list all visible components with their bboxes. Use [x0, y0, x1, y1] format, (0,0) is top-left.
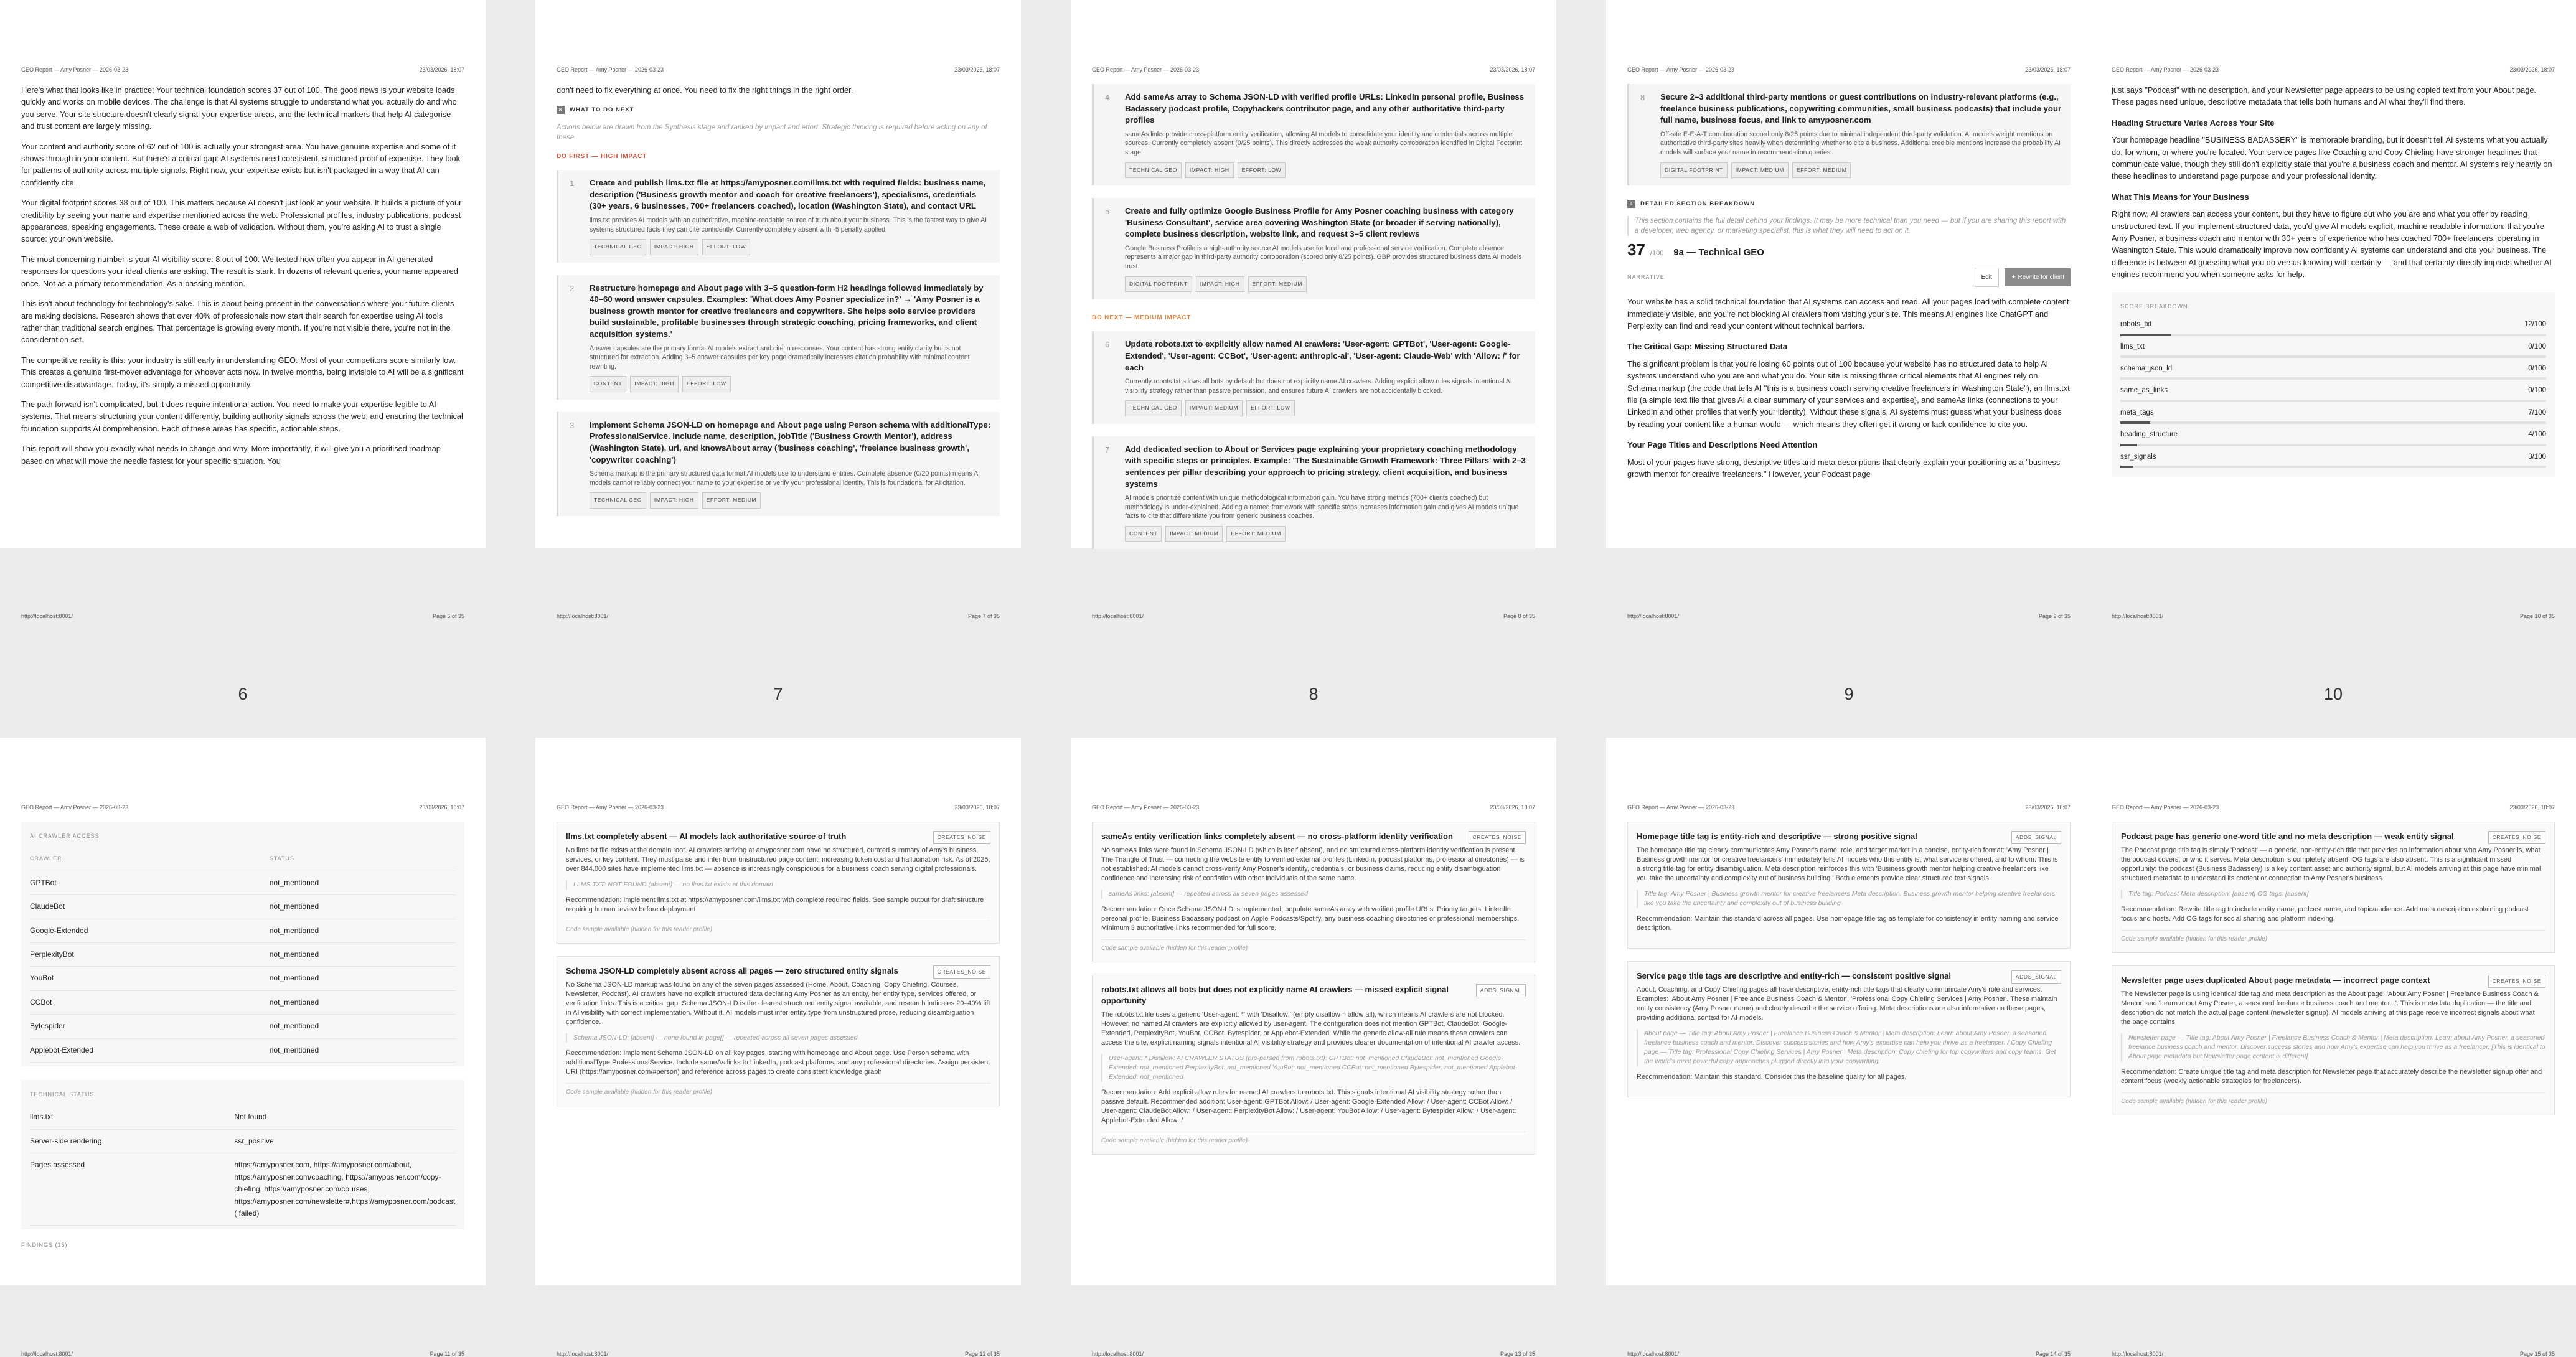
- table-row: [30, 1129, 456, 1153]
- table-row: [30, 990, 456, 1014]
- action-tags: [1125, 276, 1526, 292]
- subheading: Your Page Titles and Descriptions Need Attention: [1627, 440, 1818, 450]
- rewrite-for-client-button[interactable]: ✦ Rewrite for client: [2005, 268, 2071, 286]
- paragraph: Here's what that looks like in practice: Your technical foundation scores 37 out of 100. The good news is your website loads quickly and works on mobile devices. The challenge is that AI systems struggle to understand what you actually do and who you serve. Your site structure doesn't clearly signal your expertise areas, and the technical markers that help AI categorise and trust content are largely missing.: [21, 85, 457, 131]
- report-page-10: [2090, 0, 2576, 619]
- report-page-14: [1606, 738, 2092, 1357]
- score-item: [2120, 319, 2546, 336]
- paragraph: Most of your pages have strong, descriptive titles and meta descriptions that clearly explain your positioning as a "business growth mentor for creative freelancers." However, your Podcast page: [1627, 457, 2061, 479]
- finding-badge: CREATES_NOISE: [1469, 831, 1526, 844]
- action-number: 5: [1105, 206, 1110, 216]
- action-card: [1092, 331, 1535, 423]
- score-value: 0/100: [2528, 342, 2546, 350]
- subheading: What This Means for Your Business: [2112, 192, 2249, 202]
- page-footer: http://localhost:8001/ Page 8 of 35: [1092, 613, 1535, 619]
- tag: IMPACT: HIGH: [650, 239, 698, 255]
- paragraph: The most concerning number is your AI visibility score: 8 out of 100. We tested how often you appear in AI-generated responses for questions your ideal clients are asking. The result is stark. In dozens of relevant queries, your name appeared once. Not as a primary recommendation. As a passing mention.: [21, 254, 458, 288]
- action-tags: [590, 376, 991, 392]
- page-footer: http://localhost:8001/ Page 14 of 35: [1627, 1351, 2071, 1357]
- finding-card: [557, 822, 1000, 944]
- page-body: [1092, 822, 1535, 1167]
- page-footer: http://localhost:8001/ Page 9 of 35: [1627, 613, 2071, 619]
- page-header: GEO Report — Amy Posner — 2026-03-23 23/03/2026, 18:07: [1092, 67, 1535, 73]
- score-row: [2120, 341, 2546, 353]
- score-item: [2120, 385, 2546, 401]
- score-row: [2120, 319, 2546, 331]
- crawler-name: ClaudeBot: [30, 895, 270, 919]
- page-footer: http://localhost:8001/ Page 10 of 35: [2112, 613, 2555, 619]
- crawler-name: GPTBot: [30, 871, 270, 894]
- finding-recommendation: Recommendation: Create unique title tag and meta description for Newsletter page that accurately describe the newsletter signup offer and content focus (weekly actionable strategies for freelancers).: [2121, 1068, 2542, 1085]
- report-page-15: [2090, 738, 2576, 1357]
- crawler-access-panel: [21, 822, 464, 1066]
- score-row: [2120, 451, 2546, 463]
- column-header: CRAWLER: [30, 847, 270, 871]
- tag: EFFORT: LOW: [1246, 400, 1295, 416]
- tag: EFFORT: MEDIUM: [1792, 162, 1851, 178]
- action-card: [1092, 84, 1535, 185]
- finding-title: sameAs entity verification links completely absent — no cross-platform identity verification: [1101, 832, 1453, 841]
- action-description: Off-site E-E-A-T corroboration scored only 8/25 points due to minimal independent third-party validation. AI models weight mentions on authoritative third-party sites heavily when determining whether to cite a business. Additional credible mentions increase the probability AI models will surface your name in recommendation queries.: [1660, 130, 2061, 156]
- finding-recommendation: Recommendation: Implement llms.txt at https://amyposner.com/llms.txt with complete required fields. See sample output for draft structure requiring human review before deployment.: [566, 896, 984, 913]
- finding-body: The Newsletter page is using identical title tag and meta description as the About page: 'About Amy Posner | Freelance Business Coach & Mentor' and 'Learn about Amy Posner, a seasoned freelance business coach and mentor...'. This is metadata duplication — the title and description do not match the actual page content (newsletter signup). AI models arriving at this page receive incorrect signals about what the page contains.: [2121, 990, 2539, 1026]
- page-footer: http://localhost:8001/ Page 7 of 35: [557, 613, 1000, 619]
- priority-label: DO NEXT — MEDIUM IMPACT: [1092, 314, 1192, 321]
- paragraph: The significant problem is that you're losing 60 points out of 100 because your website has no structured data to help AI systems understand who you are and what you do. Your site is missing three critical elements that AI engines rely on. Schema markup (the code that tells AI "this is a business coach serving creative freelancers in Washington State"), an llms.txt file (a simple text file that gives AI a clear summary of your services and expertise), and sameAs links (connections to your LinkedIn and other profiles that verify your identity). Without these signals, AI systems must guess what your business does by reading your content like a human would — which means they often get it wrong or lack confidence to cite you.: [1627, 359, 2070, 429]
- tag: IMPACT: HIGH: [1185, 162, 1234, 178]
- section-heading: 9 DETAILED SECTION BREAKDOWN: [1627, 198, 2071, 210]
- score-name: meta_tags: [2120, 408, 2154, 416]
- page-number: 9: [1844, 685, 1854, 703]
- table-row: [30, 1106, 456, 1129]
- tag: TECHNICAL GEO: [590, 239, 646, 255]
- report-page-7: [535, 0, 1021, 619]
- action-title: Update robots.txt to explicitly allow named AI crawlers: 'User-agent: GPTBot', 'User-agent: Google-Extended', 'User-agent: CCBot', 'User-agent: anthropic-ai', 'User-agent: Claude-Web' with 'Allow: /' for each: [1125, 339, 1520, 372]
- finding-card: [1627, 822, 2071, 949]
- paragraph: Your digital footprint scores 38 out of 100. This matters because AI doesn't just look at your website. It builds a picture of your credibility by seeing your name and expertise mentioned across the web. Professional profiles, industry publications, podcast appearances, speaking engagements. These create a web of validation. Without them, you're asking AI to trust a single source: your own website.: [21, 198, 462, 244]
- score-bar: [2120, 400, 2546, 402]
- finding-body: No Schema JSON-LD markup was found on any of the seven pages assessed (Home, About, Coaching, Copy Chiefing, Courses, Newsletter, Podcast). AI crawlers have no explicit structured data declaring Amy Posner as an entity, her entity type, services offered, or verification links. This is a critical gap: Schema JSON-LD is the clearest structured entity signal available, and research indicates 20–40% lift in AI visibility with correct implementation. Without it, AI models must infer entity type from unstructured prose, reducing disambiguation confidence.: [566, 981, 990, 1026]
- finding-evidence: LLMS.TXT: NOT FOUND (absent) — no llms.txt exists at this domain: [566, 880, 990, 890]
- score-value: 37: [1627, 240, 1645, 260]
- finding-recommendation: Recommendation: Maintain this standard across all pages. Use homepage title tag as template for consistency in entity naming and service description.: [1637, 915, 2059, 932]
- finding-badge: CREATES_NOISE: [933, 831, 991, 844]
- action-title: Restructure homepage and About page with 3–5 question-form H2 headings followed immediately by 40–60 word answer capsules. Examples: 'What does Amy Posner specialize in?' → 'Amy Posner is a business growth mentor for creative freelancers and copywriters. She helps solo service providers build sustainable, profitable businesses through strategic coaching, pricing frameworks, and client acquisition systems.': [590, 283, 984, 339]
- score-value: 0/100: [2528, 364, 2546, 372]
- code-sample-note[interactable]: Code sample available (hidden for this reader profile): [2121, 930, 2545, 944]
- score-rows: [2120, 319, 2546, 468]
- crawler-name: PerplexityBot: [30, 943, 270, 967]
- finding-body: The homepage title tag clearly communicates Amy Posner's name, role, and target market in a concise, entity-rich format: 'Amy Posner | Business growth mentor for creative freelancers' immediately tells AI models who this entity is, what service is offered, and to whom. This is a strong title tag for entity disambiguation. Meta description reinforces this with 'Business growth mentor helping creative freelancers like you take the uncertainty and complexity out of business building.' Both elements provide clear structured text signals.: [1637, 847, 2058, 882]
- page-body: [21, 822, 464, 1252]
- finding-evidence: Title tag: Podcast Meta description: [absent] OG tags: [absent]: [2121, 890, 2545, 899]
- score-bar: [2120, 355, 2546, 358]
- page-header: GEO Report — Amy Posner — 2026-03-23 23/03/2026, 18:07: [1627, 67, 2071, 73]
- tag: CONTENT: [1125, 526, 1162, 542]
- action-title: Create and fully optimize Google Business Profile for Amy Posner coaching business with category 'Business Consultant', service area covering Washington State (or broader if serving nationally), complete business description, website link, and request 3–5 client reviews: [1125, 205, 1514, 239]
- tag: EFFORT: LOW: [702, 239, 751, 255]
- narrative-bar: [1627, 268, 2071, 287]
- page-header: GEO Report — Amy Posner — 2026-03-23 23/03/2026, 18:07: [557, 67, 1000, 73]
- code-sample-note[interactable]: Code sample available (hidden for this reader profile): [566, 921, 990, 934]
- finding-body: No llms.txt file exists at the domain root. AI crawlers arriving at amyposner.com have no structured, curated summary of Amy's business, services, or key content. They must parse and infer from unstructured page content, increasing token cost and hallucination risk. As of 2025, over 844,000 sites have implemented llms.txt — absence is increasingly conspicuous for a business coach serving digital professionals.: [566, 847, 990, 873]
- finding-title: llms.txt completely absent — AI models lack authoritative source of truth: [566, 832, 847, 841]
- tag: DIGITAL FOOTPRINT: [1660, 162, 1728, 178]
- score-max: /100: [1650, 250, 1664, 258]
- finding-badge: CREATES_NOISE: [2488, 975, 2546, 988]
- page-header: GEO Report — Amy Posner — 2026-03-23 23/03/2026, 18:07: [557, 804, 1000, 810]
- crawler-status: not_mentioned: [270, 1038, 456, 1062]
- code-sample-note[interactable]: Code sample available (hidden for this reader profile): [1101, 939, 1526, 953]
- finding-badge: CREATES_NOISE: [933, 965, 991, 979]
- action-title: Add dedicated section to About or Services page explaining your proprietary coaching methodology with specific steps or principles. Example: 'The Sustainable Growth Framework: Three Pillars' with 2–3 sentences per pillar describing your approach to pricing strategy, client acquisition, and business systems: [1125, 444, 1526, 489]
- report-page-11: [0, 738, 486, 1357]
- finding-badge: ADDS_SIGNAL: [2011, 970, 2061, 984]
- score-bar-fill: [2120, 444, 2137, 446]
- finding-recommendation: Recommendation: Implement Schema JSON-LD on all key pages, starting with homepage and About page. Use Person schema with additionalType ProfessionalService. Include sameAs links to LinkedIn, podcast platforms, and any professional directories. Assign persistent URI (https://amyposner.com/#person) and reference across pages to create consistent knowledge graph: [566, 1049, 990, 1076]
- action-description: Schema markup is the primary structured data format AI models use to understand entities. Complete absence (0/20 points) means AI models cannot reliably connect your name to your expertise or verify your professional identity. This is foundational for AI citation.: [590, 470, 980, 487]
- section-score: [1627, 240, 2071, 260]
- table-row: [30, 871, 456, 894]
- technical-status-label: TECHNICAL STATUS: [30, 1091, 95, 1098]
- score-row: [2120, 385, 2546, 397]
- score-row: [2120, 407, 2546, 419]
- edit-button[interactable]: Edit: [1975, 268, 1999, 287]
- score-item: [2120, 429, 2546, 446]
- table-row: [30, 919, 456, 942]
- page-body: [1627, 822, 2071, 1110]
- score-bar-fill: [2120, 466, 2133, 468]
- paragraph: This isn't about technology for technology's sake. This is about being present in the conversations where your future clients are making decisions. Research shows that over 40% of professionals now start their search for expertise using AI tools rather than traditional search engines. That percentage is growing every month. If you're not visible there, you're not in the consideration set.: [21, 299, 454, 345]
- status-key: Server-side rendering: [30, 1129, 234, 1153]
- finding-evidence: Schema JSON-LD: [absent] — none found in page[] — repeated across all seven pages assessed: [566, 1033, 990, 1043]
- tag: EFFORT: LOW: [682, 376, 731, 392]
- action-description: AI models prioritize content with unique methodological information gain. You have strong metrics (700+ clients coached) but methodology is under-explained. Adding a named framework with specific steps increases information gain and gives AI models unique facts to cite that differentiate you from generic business coaches.: [1125, 494, 1519, 520]
- action-title: Implement Schema JSON-LD on homepage and About page using Person schema with additionalType: ProfessionalService. Include name, description, jobTitle ('Business Growth Mentor'), address (Washington State), url, and knowsAbout array ('business coaching', 'freelance business growth', 'copywriter coaching'): [590, 420, 991, 464]
- finding-title: Homepage title tag is entity-rich and descriptive — strong positive signal: [1637, 832, 1917, 841]
- finding-card: [1092, 975, 1535, 1155]
- finding-badge: ADDS_SIGNAL: [2011, 831, 2061, 844]
- status-key: llms.txt: [30, 1106, 234, 1129]
- code-sample-note[interactable]: Code sample available (hidden for this reader profile): [2121, 1092, 2545, 1106]
- score-name: schema_json_ld: [2120, 364, 2173, 372]
- tag: IMPACT: HIGH: [1196, 276, 1244, 292]
- tag: CONTENT: [590, 376, 626, 392]
- page-number: 10: [2323, 685, 2343, 703]
- page-number: 6: [238, 685, 248, 703]
- page-footer: http://localhost:8001/ Page 13 of 35: [1092, 1351, 1535, 1357]
- finding-badge: CREATES_NOISE: [2488, 831, 2546, 844]
- score-value: 3/100: [2528, 453, 2546, 461]
- finding-recommendation: Recommendation: Once Schema JSON-LD is implemented, populate sameAs array with verified profile URLs. Priority targets: LinkedIn personal profile, Business Badassery podcast on Apple Podcasts/Spotify, any business coaching directories or professional memberships. Minimum 3 authoritative links recommended for full score.: [1101, 906, 1520, 932]
- action-tags: [590, 492, 991, 508]
- report-page-12: [535, 738, 1021, 1357]
- finding-card: [2112, 822, 2555, 953]
- score-bar: [2120, 377, 2546, 380]
- tag: DIGITAL FOOTPRINT: [1125, 276, 1192, 292]
- paragraph: just says "Podcast" with no description, and your Newsletter page appears to be using copied text from your About page. These pages need unique, descriptive metadata that tells both humans and AI what they'll find there.: [2112, 85, 2537, 107]
- score-item: [2120, 451, 2546, 468]
- finding-recommendation: Recommendation: Rewrite title tag to include entity name, podcast name, and topic/audience. Add meta description explaining podcast focus and hosts. Add OG tags for social sharing and platform indexing.: [2121, 906, 2529, 923]
- score-value: 12/100: [2524, 321, 2546, 329]
- page-header: GEO Report — Amy Posner — 2026-03-23 23/03/2026, 18:07: [1092, 804, 1535, 810]
- tag: TECHNICAL GEO: [1125, 162, 1182, 178]
- finding-body: The Podcast page title tag is simply 'Podcast' — a generic, non-entity-rich title that provides no information about who Amy Posner is, what the podcast covers, or who it serves. Meta description is completely absent. OG tags are also absent. This is a significant missed opportunity: the podcast (Business Badassery) is a key content asset and authority signal, but AI models arriving at this page have minimal structured metadata to understand its content or connection to Amy Posner's business.: [2121, 847, 2541, 882]
- crawler-access-label: AI CRAWLER ACCESS: [30, 833, 100, 839]
- finding-title: Schema JSON-LD completely absent across all pages — zero structured entity signals: [566, 966, 898, 975]
- action-number: 8: [1640, 93, 1645, 102]
- action-tags: [1125, 400, 1526, 416]
- finding-body: No sameAs links were found in Schema JSON-LD (which is itself absent), and no structured cross-platform identity verification is present. The Triangle of Trust — connecting the website entity to verified external profiles (LinkedIn, podcast platforms, professional directories) — is not established. AI models cannot cross-verify Amy Posner's identity, credentials, or business claims, reducing entity disambiguation confidence and increasing risk of conflation with other individuals of the same name.: [1101, 847, 1525, 882]
- table-row: [30, 1038, 456, 1062]
- paragraph: This report will show you exactly what needs to change and why. More importantly, it will give you a prioritised roadmap based on what will move the needle fastest for your specific situation. You: [21, 444, 441, 466]
- section-heading: 8 WHAT TO DO NEXT: [557, 104, 1000, 116]
- tag: TECHNICAL GEO: [590, 492, 646, 508]
- action-title: Add sameAs array to Schema JSON-LD with verified profile URLs: LinkedIn personal profile, Business Badassery podcast profile, Copyhackers contributor page, and any other authoritative third-party profiles: [1125, 92, 1525, 125]
- action-number: 7: [1105, 444, 1110, 454]
- action-number: 6: [1105, 340, 1110, 350]
- action-number: 3: [570, 420, 575, 430]
- action-description: llms.txt provides AI models with an authoritative, machine-readable source of truth about your business. This is the fastest way to give AI systems structured facts they can cite confidently. Currently completely absent with -5 penalty applied.: [590, 217, 987, 233]
- page-body: [1627, 84, 2071, 488]
- action-tags: [1125, 526, 1526, 542]
- action-card: [557, 412, 1000, 516]
- finding-recommendation: Recommendation: Add explicit allow rules for named AI crawlers to robots.txt. This signals intentional AI visibility strategy rather than passive default. Recommended addition: User-agent: GPTBot Allow: / User-agent: Google-Extended Allow: / User-agent: CCBot Allow: / User-agent: ClaudeBot Allow: / User-agent: PerplexityBot Allow: / User-agent: YouBot Allow: / User-agent: Bytespider Allow: / User-agent: Applebot-Extended Allow: /: [1101, 1089, 1516, 1124]
- table-row: [30, 1153, 456, 1226]
- page-footer: http://localhost:8001/ Page 5 of 35: [21, 613, 464, 619]
- score-name: robots_txt: [2120, 321, 2152, 329]
- finding-evidence: sameAs links: [absent] — repeated across all seven pages assessed: [1101, 890, 1526, 899]
- crawler-table: [30, 847, 456, 1063]
- action-card: [1092, 198, 1535, 299]
- page-number: 7: [773, 685, 783, 703]
- page-footer: http://localhost:8001/ Page 11 of 35: [21, 1351, 464, 1357]
- paragraph: Your website has a solid technical foundation that AI systems can access and read. All your pages load with complete content immediately visible, and you're not blocking AI crawlers from visiting your site. This means AI engines like ChatGPT and Perplexity can find and read your content without technical barriers.: [1627, 297, 2069, 331]
- action-description: Currently robots.txt allows all bots by default but does not explicitly name AI crawlers. Adding explicit allow rules signals intentional AI visibility strategy rather than passive permission, and ensures future AI crawlers are not accidentally blocked.: [1125, 378, 1512, 395]
- paragraph: don't need to fix everything at once. You need to fix the right things in the right order.: [557, 85, 853, 95]
- finding-recommendation: Recommendation: Maintain this standard. Consider this the baseline quality for all pages.: [1637, 1073, 1907, 1081]
- score-breakdown-label: SCORE BREAKDOWN: [2120, 303, 2188, 309]
- score-item: [2120, 363, 2546, 380]
- finding-title: robots.txt allows all bots but does not explicitly name AI crawlers — missed explicit signal opportunity: [1101, 985, 1449, 1005]
- section-name: 9a — Technical GEO: [1673, 247, 1764, 258]
- crawler-name: Google-Extended: [30, 919, 270, 942]
- score-bar: [2120, 466, 2546, 468]
- code-sample-note[interactable]: Code sample available (hidden for this reader profile): [566, 1083, 990, 1097]
- score-value: 7/100: [2528, 408, 2546, 416]
- action-number: 2: [570, 283, 575, 293]
- action-description: Google Business Profile is a high-authority source AI models use for local and professional service verification. Complete absence represents a major gap in third-party authority corroboration (scored only 8/25 points). GBP provides structured business data AI models trust.: [1125, 244, 1522, 270]
- score-bar: [2120, 421, 2546, 424]
- action-card: [1092, 436, 1535, 550]
- action-title: Secure 2–3 additional third-party mentions or guest contributions on industry-relevant platforms (e.g., freelance business publications, copywriting communities, small business podcasts) that include your full name, business focus, and link to amyposner.com: [1660, 92, 2062, 125]
- tag: IMPACT: HIGH: [630, 376, 679, 392]
- action-description: Answer capsules are the primary format AI models extract and cite in responses. Your content has strong entity clarity but is not structured for extraction. Adding 3–5 answer capsules per key page dramatically increases citation probability with minimal content rewriting.: [590, 344, 970, 370]
- crawler-status: not_mentioned: [270, 1015, 456, 1038]
- tag: EFFORT: MEDIUM: [702, 492, 761, 508]
- action-card: [557, 275, 1000, 400]
- score-row: [2120, 429, 2546, 441]
- page-body: [2112, 84, 2555, 477]
- score-name: ssr_signals: [2120, 453, 2156, 461]
- table-row: [30, 967, 456, 990]
- finding-evidence: About page — Title tag: About Amy Posner | Freelance Business Coach & Mentor | Meta description: Learn about Amy Posner, a seasoned freelance business coach and mentor. Discover success stories and how Amy's expertise can help you thrive as a freelancer. / Copy Chiefing page — Title tag: Professional Copy Chiefing Services | Amy Posner | Meta description: Copy chiefing for top copywriters and copy teams. Get the world's most powerful copy approaches plugged directly into your copywriting.: [1637, 1029, 2061, 1066]
- column-header: STATUS: [270, 847, 456, 871]
- priority-label: DO FIRST — HIGH IMPACT: [557, 153, 647, 160]
- page-body: [2112, 822, 2555, 1128]
- finding-title: Newsletter page uses duplicated About page metadata — incorrect page context: [2121, 975, 2430, 985]
- tag: EFFORT: MEDIUM: [1226, 526, 1286, 542]
- finding-evidence: User-agent: * Disallow: AI CRAWLER STATUS (pre-parsed from robots.txt): GPTBot: not_mentioned ClaudeBot: not_mentioned Google-Extended: not_mentioned PerplexityBot: not_mentioned YouBot: not_mentioned CCBot: not_mentioned Bytespider: not_mentioned Applebot-Extended: not_mentioned: [1101, 1054, 1526, 1082]
- table-row: [30, 943, 456, 967]
- crawler-status: not_mentioned: [270, 990, 456, 1014]
- page-header: GEO Report — Amy Posner — 2026-03-23 23/03/2026, 18:07: [21, 804, 464, 810]
- tag: IMPACT: MEDIUM: [1731, 162, 1789, 178]
- tag: IMPACT: MEDIUM: [1165, 526, 1223, 542]
- page-header: GEO Report — Amy Posner — 2026-03-23 23/03/2026, 18:07: [21, 67, 464, 73]
- technical-status-panel: [21, 1080, 464, 1229]
- narrative-label: NARRATIVE: [1627, 273, 1665, 280]
- page-number: 8: [1309, 685, 1319, 703]
- finding-body: The robots.txt file uses a generic 'User-agent: *' with 'Disallow:' (empty disallow = allow all), which means AI crawlers are not blocked. However, no named AI crawlers are explicitly allowed by user-agent. The configuration does not mention GPTBot, ClaudeBot, Google-Extended, PerplexityBot, YouBot, CCBot, Bytespider, or Applebot-Extended. While the generic allow-all rule means these crawlers can access the site, explicit naming signals intentional AI visibility strategy and provides clearer documentation of intentional AI crawler access.: [1101, 1011, 1521, 1046]
- score-value: 4/100: [2528, 431, 2546, 439]
- score-bar-fill: [2120, 334, 2171, 336]
- report-page-13: [1071, 738, 1556, 1357]
- status-value: Not found: [234, 1106, 456, 1129]
- score-value: 0/100: [2528, 387, 2546, 395]
- crawler-status: not_mentioned: [270, 967, 456, 990]
- crawler-status: not_mentioned: [270, 943, 456, 967]
- score-item: [2120, 407, 2546, 424]
- subheading: Heading Structure Varies Across Your Site: [2112, 118, 2275, 128]
- crawler-status: not_mentioned: [270, 895, 456, 919]
- finding-evidence: Newsletter page — Title tag: About Amy Posner | Freelance Business Coach & Mentor | Meta description: Learn about Amy Posner, a seasoned freelance business coach and mentor. Discover success stories and how Amy's expertise can help you thrive as a freelancer. [This is identical to About page metadata but Newsletter page content is different]: [2121, 1033, 2545, 1061]
- finding-card: [557, 956, 1000, 1106]
- report-page-6: [0, 0, 486, 619]
- page-body: [557, 84, 1000, 528]
- page-footer: http://localhost:8001/ Page 15 of 35: [2112, 1351, 2555, 1357]
- status-value: ssr_positive: [234, 1129, 456, 1153]
- crawler-status: not_mentioned: [270, 871, 456, 894]
- crawler-name: YouBot: [30, 967, 270, 990]
- score-name: same_as_links: [2120, 387, 2168, 395]
- findings-label: FINDINGS (15): [21, 1242, 68, 1249]
- score-name: heading_structure: [2120, 431, 2178, 439]
- page-header: GEO Report — Amy Posner — 2026-03-23 23/03/2026, 18:07: [1627, 804, 2071, 810]
- section-number-box: 8: [557, 106, 565, 114]
- page-footer: http://localhost:8001/ Page 12 of 35: [557, 1351, 1000, 1357]
- code-sample-note[interactable]: Code sample available (hidden for this reader profile): [1101, 1132, 1526, 1145]
- tag: TECHNICAL GEO: [1125, 400, 1182, 416]
- finding-title: Service page title tags are descriptive and entity-rich — consistent positive signal: [1637, 971, 1951, 980]
- status-value: https://amyposner.com, https://amyposner.com/about, https://amyposner.com/coaching, https://amyposner.com/copy-chiefing, https://amyposner.com/courses, https://amyposner.com/newsletter#,https://amyposner.com/podcast ( failed): [234, 1153, 456, 1226]
- crawler-status: not_mentioned: [270, 919, 456, 942]
- action-number: 4: [1105, 93, 1110, 102]
- score-breakdown: [2112, 292, 2555, 477]
- section-note: Actions below are drawn from the Synthesis stage and ranked by impact and effort. Strategic thinking is required before acting on any of these.: [557, 123, 987, 141]
- score-row: [2120, 363, 2546, 375]
- action-tags: [1125, 162, 1526, 178]
- page-body: [1092, 84, 1535, 561]
- finding-title: Podcast page has generic one-word title and no meta description — weak entity signal: [2121, 832, 2454, 841]
- status-key: Pages assessed: [30, 1153, 234, 1226]
- tag: EFFORT: LOW: [1238, 162, 1286, 178]
- finding-body: About, Coaching, and Copy Chiefing pages all have descriptive, entity-rich title tags that clearly communicate Amy's role and services. Examples: 'About Amy Posner | Freelance Business Coach & Mentor', 'Professional Copy Chiefing Services | Amy Posner'. These maintain entity consistency (Amy Posner name) and clearly describe the service offering. Meta descriptions are also informative on these pages, providing additional context for AI models.: [1637, 986, 2057, 1021]
- score-bar: [2120, 444, 2546, 446]
- paragraph: Your content and authority score of 62 out of 100 is actually your strongest area. You have genuine expertise and some of it shows through in your content. But there's a critical gap: AI systems need consistent, structured proof of expertise. They look for patterns of authority across multiple signals. Right now, your expertise exists but isn't packaged in a way that AI can confidently cite.: [21, 141, 460, 187]
- section-note: This section contains the full detail behind your findings. It may be more technical than you need — but if you are sharing this report with a developer, web agency, or marketing specialist, this is what they will need to act on it.: [1627, 216, 2071, 236]
- report-page-9: [1606, 0, 2092, 619]
- finding-card: [2112, 965, 2555, 1115]
- action-tags: [590, 239, 991, 255]
- action-number: 1: [570, 179, 575, 189]
- score-name: llms_txt: [2120, 342, 2145, 350]
- action-title: Create and publish llms.txt file at https://amyposner.com/llms.txt with required fields: business name, description ('Business growth mentor and coach for creative freelancers'), specialisms, credentials (30+ years, 6 businesses, 700+ freelancers coached), location (Washington State), and contact URL: [590, 178, 986, 211]
- paragraph: Your homepage headline "BUSINESS BADASSERY" is memorable branding, but it doesn't tell AI systems what you actually do, for whom, or where you're located. Your service pages like Coaching and Copy Chiefing have stronger headlines that communicate value, though they still don't explicitly state that you're a business coach and mentor. AI systems rely heavily on these headlines to understand page purpose and your professional identity.: [2112, 135, 2552, 181]
- paragraph: The competitive reality is this: your industry is still early in understanding GEO. Most of your competitors score similarly low. This creates a genuine first-mover advantage for whoever acts now. In twelve months, being invisible to AI will be a significant competitive disadvantage. Today, it's simply a missed opportunity.: [21, 355, 464, 389]
- table-row: [30, 1015, 456, 1038]
- page-header: GEO Report — Amy Posner — 2026-03-23 23/03/2026, 18:07: [2112, 67, 2555, 73]
- tag: IMPACT: MEDIUM: [1185, 400, 1243, 416]
- paragraph: The path forward isn't complicated, but it does require intentional action. You need to make your expertise legible to AI systems. That means structuring your content differently, building authority signals across the web, and ensuring the technical foundation supports AI comprehension. Each of these areas has specific, actionable steps.: [21, 399, 463, 433]
- action-description: sameAs links provide cross-platform entity verification, allowing AI models to consolidate your identity and credentials across multiple sources. Currently completely absent (0/25 points). This directly addresses the weak authority corroboration identified in Digital Footprint stage.: [1125, 130, 1523, 156]
- tag: IMPACT: HIGH: [650, 492, 698, 508]
- score-bar-fill: [2120, 421, 2150, 424]
- crawler-name: CCBot: [30, 990, 270, 1014]
- tag: EFFORT: MEDIUM: [1248, 276, 1307, 292]
- finding-card: [1627, 961, 2071, 1097]
- page-body: [21, 84, 464, 475]
- section-number-box: 9: [1627, 200, 1635, 208]
- action-tags: [1660, 162, 2062, 178]
- crawler-name: Applebot-Extended: [30, 1038, 270, 1062]
- page-header: GEO Report — Amy Posner — 2026-03-23 23/03/2026, 18:07: [2112, 804, 2555, 810]
- paragraph: Right now, AI crawlers can access your content, but they have to figure out who you are and what you offer by reading unstructured text. If you implement structured data, you'd give AI models explicit, machine-readable information: that you're Amy Posner, a business coach and mentor with 30+ years of experience who has coached 700+ freelancers, operating in Washington State. This would dramatically improve how confidently AI systems can understand and cite your business. The difference is between AI guessing what you do versus knowing with certainty — and that certainty directly impacts whether AI engines recommend you when someone asks for help.: [2112, 209, 2552, 279]
- finding-evidence: Title tag: Amy Posner | Business growth mentor for creative freelancers Meta description: Business growth mentor helping creative freelancers like you take the uncertainty and complexity out of business building: [1637, 890, 2061, 908]
- score-bar: [2120, 334, 2546, 336]
- score-item: [2120, 341, 2546, 358]
- action-card: [557, 170, 1000, 262]
- report-page-8: [1071, 0, 1556, 619]
- crawler-name: Bytespider: [30, 1015, 270, 1038]
- technical-status-table: [30, 1106, 456, 1226]
- finding-card: [1092, 822, 1535, 962]
- subheading: The Critical Gap: Missing Structured Data: [1627, 342, 1788, 352]
- finding-badge: ADDS_SIGNAL: [1476, 984, 1526, 997]
- action-card: [1627, 84, 2071, 185]
- table-row: [30, 895, 456, 919]
- page-body: [557, 822, 1000, 1119]
